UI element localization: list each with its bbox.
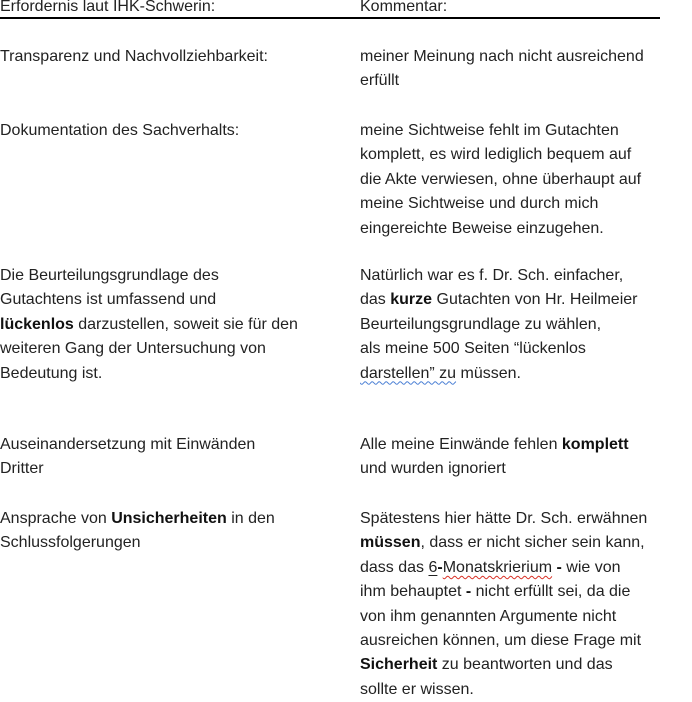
bold-dash: - xyxy=(556,558,562,576)
text-line: Bedeutung ist. xyxy=(0,364,103,382)
text-line: Transparenz und Nachvollziehbarkeit: xyxy=(0,48,268,65)
bold-emphasis: Unsicherheiten xyxy=(111,510,227,527)
text-run: das xyxy=(360,291,391,309)
bold-emphasis: Sicherheit xyxy=(360,656,438,674)
text-line: weiteren Gang der Untersuchung von xyxy=(0,340,266,358)
comment-cell[interactable] xyxy=(360,45,692,94)
text-line: Gutachtens ist umfassend und xyxy=(0,291,217,309)
text-line: Die Beurteilungsgrundlage des xyxy=(0,267,219,284)
requirement-cell[interactable] xyxy=(0,433,345,482)
underlined-text: 6 xyxy=(428,558,438,576)
bold-emphasis: müssen xyxy=(360,534,421,552)
text-line: erfüllt xyxy=(360,72,400,90)
header-comment: Kommentar: xyxy=(360,0,448,15)
text-line: und wurden ignoriert xyxy=(360,460,506,478)
requirement-cell[interactable] xyxy=(0,119,345,143)
text-line: meine Sichtweise fehlt im Gutachten xyxy=(360,122,619,139)
header-rule xyxy=(0,17,660,19)
comment-cell[interactable] xyxy=(360,433,692,482)
text-line xyxy=(360,556,692,580)
text-line: Beurteilungsgrundlage zu wählen, xyxy=(360,315,602,333)
text-run: wie von xyxy=(561,558,621,576)
text-line xyxy=(360,362,692,386)
bold-emphasis: kurze xyxy=(390,291,433,309)
text-run: darzustellen, soweit sie für den xyxy=(73,315,298,333)
text-run: , dass er nicht sicher sein kann, xyxy=(420,534,645,552)
text-line xyxy=(360,653,692,677)
comment-cell[interactable] xyxy=(360,119,692,241)
grammar-flagged-text[interactable]: darstellen” zu xyxy=(360,364,457,382)
text-line: Natürlich war es f. Dr. Sch. einfacher, xyxy=(360,267,624,284)
requirement-cell[interactable] xyxy=(0,45,345,69)
text-line xyxy=(360,288,692,312)
text-line xyxy=(360,580,692,604)
text-line: Dokumentation des Sachverhalts: xyxy=(0,122,240,139)
requirement-cell[interactable] xyxy=(0,264,345,386)
text-run: Alle meine Einwände fehlen xyxy=(360,436,562,453)
text-line: Auseinandersetzung mit Einwänden xyxy=(0,436,256,453)
text-line: eingereichte Beweise einzugehen. xyxy=(360,219,604,237)
text-line xyxy=(0,507,345,531)
text-line: komplett, es wird lediglich bequem auf xyxy=(360,146,632,164)
text-run: dass das xyxy=(360,558,429,576)
text-line: Dritter xyxy=(0,460,44,478)
text-line: von ihm genannten Argumente nicht xyxy=(360,607,617,625)
text-run: in den xyxy=(226,510,275,527)
text-run: nicht erfüllt sei, da die xyxy=(471,583,631,601)
text-line: meine Sichtweise und durch mich xyxy=(360,195,599,213)
comment-cell[interactable] xyxy=(360,264,692,386)
text-line xyxy=(0,313,345,337)
text-line xyxy=(360,433,692,457)
bold-dash: - xyxy=(437,558,443,576)
text-line xyxy=(360,531,692,555)
text-run: Ansprache von xyxy=(0,510,112,527)
requirement-cell[interactable] xyxy=(0,507,345,556)
text-line: Schlussfolgerungen xyxy=(0,534,141,552)
text-line: meiner Meinung nach nicht ausreichend xyxy=(360,48,644,65)
text-line: als meine 500 Seiten “lückenlos xyxy=(360,340,586,358)
header-requirement: Erfordernis laut IHK-Schwerin: xyxy=(0,0,216,15)
text-line: sollte er wissen. xyxy=(360,680,474,698)
text-line: Spätestens hier hätte Dr. Sch. erwähnen xyxy=(360,510,648,527)
comment-cell[interactable] xyxy=(360,507,692,702)
text-run: Gutachten von Hr. Heilmeier xyxy=(432,291,638,309)
bold-dash: - xyxy=(465,583,472,601)
text-line: die Akte verwiesen, ohne überhaupt auf xyxy=(360,170,642,188)
text-run: ihm behauptet xyxy=(360,583,466,601)
table-header xyxy=(0,0,692,21)
spelling-flagged-text[interactable]: Monatskrierium xyxy=(442,558,553,576)
text-run: zu beantworten und das xyxy=(437,656,613,674)
bold-emphasis: lückenlos xyxy=(0,315,74,333)
text-line: ausreichen können, um diese Frage mit xyxy=(360,631,642,649)
bold-emphasis: komplett xyxy=(561,436,629,453)
text-run: müssen. xyxy=(456,364,521,382)
